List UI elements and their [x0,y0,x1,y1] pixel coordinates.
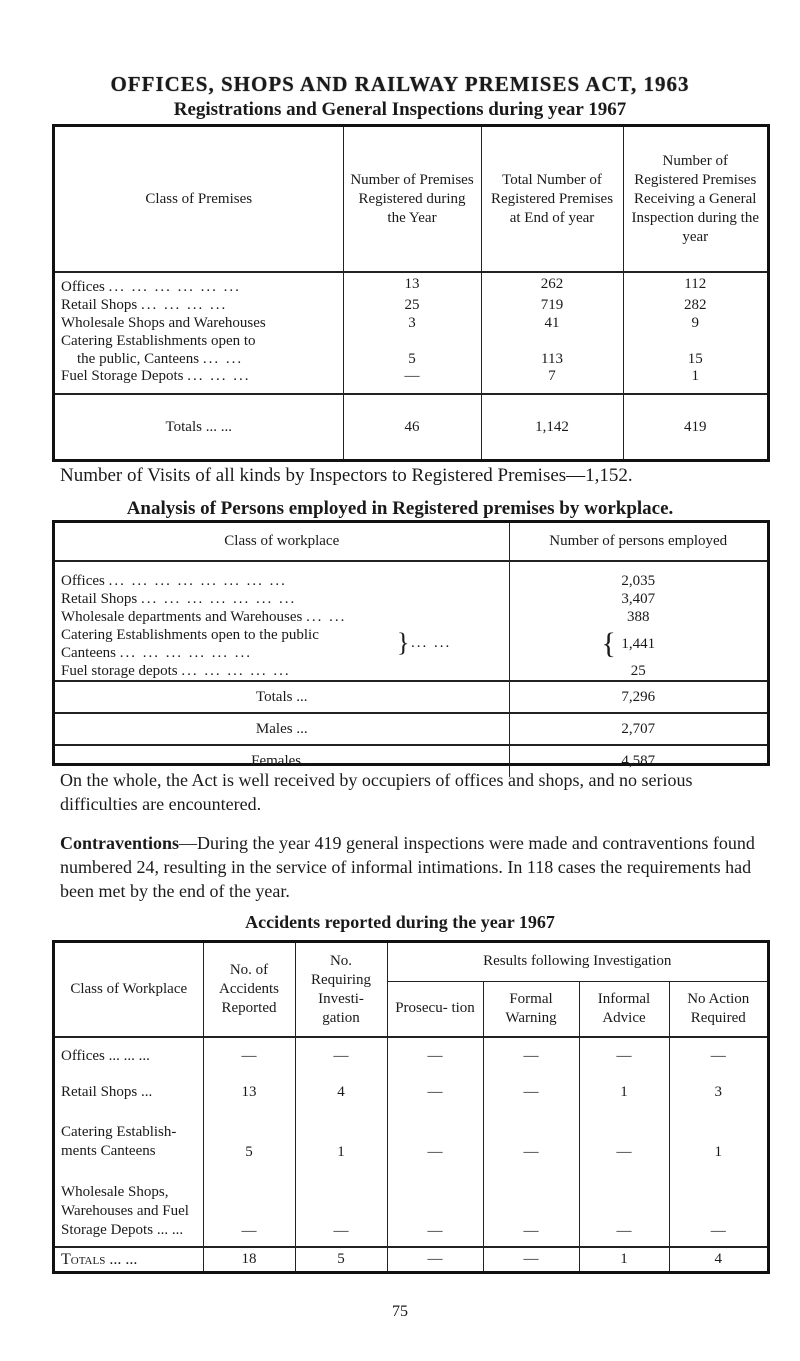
table-row: Offices ... ... ... — — — — — — [55,1037,767,1075]
registrations-heading: Registrations and General Inspections during year 1967 [173,99,627,120]
table-row: Retail Shops ... 13 4 — — 1 3 [55,1075,767,1109]
header-received-inspection: Number of Registered Premises Receiving a General Inspection during the year [623,127,767,272]
accidents-heading: Accidents reported during the year 1967 [245,912,555,932]
analysis-heading: Analysis of Persons employed in Registered premises by workplace. [126,498,674,519]
header-informal-advice: Informal Advice [579,981,669,1037]
header-class-of-workplace: Class of workplace [224,533,340,549]
page-number: 75 [392,1303,408,1320]
header-accidents-reported: No. of Accidents Reported [203,943,295,1037]
males-row: Males ... 2,707 [55,713,767,745]
persons-values: 2,035 3,407 388 { 1,441 25 [509,561,767,681]
persons-employed-table [52,520,770,769]
document-title: OFFICES, SHOPS AND RAILWAY PREMISES ACT, 1963 [110,72,690,96]
reception-paragraph: On the whole, the Act is well received by occupiers of offices and shops, and no serious difficulties are encountered. [60,770,693,814]
table-row: Catering Establishments open to [55,332,767,350]
totals-row: Totals ... ... 46 1,142 419 [55,394,767,459]
header-results: Results following Investigation [387,943,767,981]
table-row: Offices ... ... ... ... ... ... 13 262 112 [55,272,767,296]
header-total-registered: Total Number of Registered Premises at End of year [481,127,623,272]
females-row: Females... 4,587 [55,745,767,777]
workplace-list: Offices ... ... ... ... ... ... ... ... Retail Shops ... ... ... ... ... ... ... Wholesale departments and Warehouses ... ... Catering Establishments open to the public } ... ... Canteens ... ... ... ... ... ... Fuel storage depots ... ... ... ... ... [61,573,452,679]
header-class-of-premises: Class of Premises [145,190,253,207]
table-row: the public, Canteens ... ... 5 113 15 [55,350,767,368]
left-brace-icon: { [601,627,616,660]
header-no-action: No Action Required [669,981,767,1037]
table-row: Catering Establish- ments Canteens 5 1 — — — 1 [55,1109,767,1165]
contraventions-paragraph: Contraventions—During the year 419 general inspections were made and contraventions found numbered 24, resulting in the service of informal intimations. In 118 cases the requirements had been met by the end of the year. [60,833,755,901]
header-prosecution: Prosecu- tion [387,981,483,1037]
table-row: Wholesale Shops, Warehouses and Fuel Storage Depots ... ... — — — — — — [55,1165,767,1247]
header-persons-employed: Number of persons employed [509,523,767,561]
accidents-table [52,940,770,1274]
header-formal-warning: Formal Warning [483,981,579,1037]
header-registered-during-year: Number of Premises Registered during the Year [343,127,481,272]
header-class-of-workplace: Class of Workplace [55,943,203,1037]
visits-text: Number of Visits of all kinds by Inspectors to Registered Premises—1,152. [60,465,633,486]
table-row: Fuel Storage Depots ... ... ... — 7 1 [55,368,767,394]
header-requiring-investigation: No. Requiring Investi- gation [295,943,387,1037]
totals-row: Totals ... ... 18 5 — — 1 4 [55,1247,767,1271]
registrations-table [52,124,770,462]
table-row: Wholesale Shops and Warehouses 3 41 9 [55,314,767,332]
brace-icon: } [397,628,410,657]
table-row: Retail Shops ... ... ... ... 25 719 282 [55,296,767,314]
totals-row: Totals ... 7,296 [55,681,767,713]
